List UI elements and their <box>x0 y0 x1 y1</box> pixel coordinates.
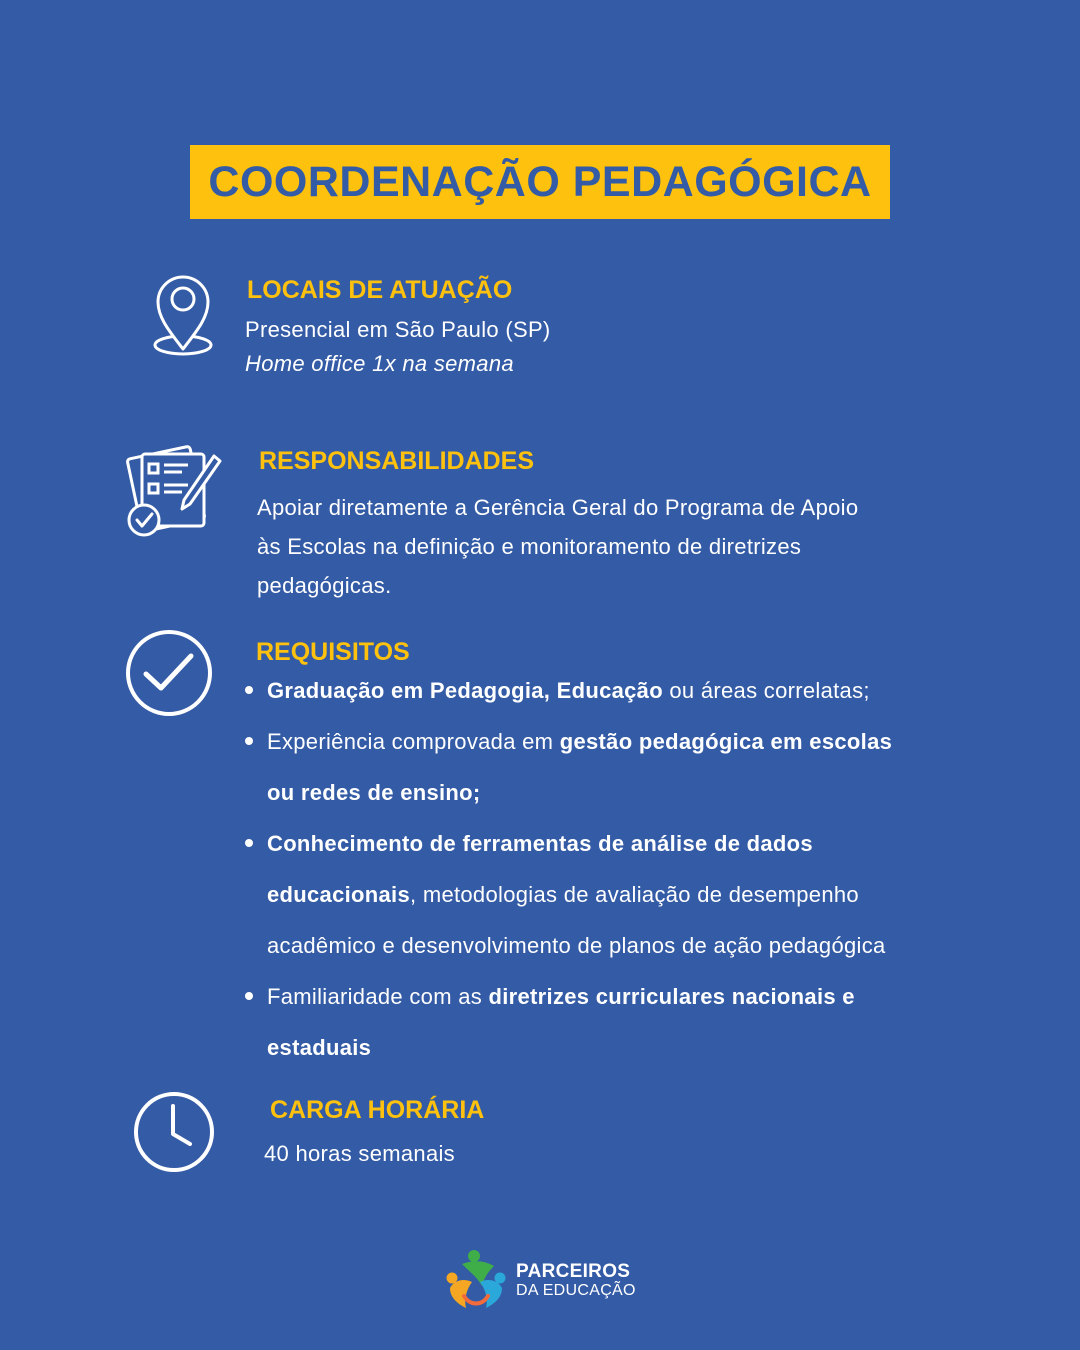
carga-text: 40 horas semanais <box>264 1141 455 1166</box>
map-pin-icon <box>150 272 216 360</box>
responsabilidades-line: Apoiar diretamente a Gerência Geral do Programa de Apoio <box>257 495 859 520</box>
requisito-text: Graduação em Pedagogia, Educação <box>267 678 663 703</box>
responsabilidades-line: pedagógicas. <box>257 573 392 598</box>
parceiros-logo-icon <box>444 1248 508 1314</box>
requisito-text: ou redes de ensino; <box>267 780 481 805</box>
title-banner <box>190 145 890 219</box>
bullet-icon <box>245 839 253 847</box>
requisito-text: educacionais <box>267 882 410 907</box>
responsabilidades-heading: RESPONSABILIDADES <box>259 447 535 475</box>
locais-line-2: Home office 1x na semana <box>245 351 514 376</box>
requisito-text: Conhecimento de ferramentas de análise de dados <box>267 831 813 856</box>
requisito-text: estaduais <box>267 1035 372 1060</box>
checklist-icon <box>122 440 226 544</box>
bullet-icon <box>245 737 253 745</box>
requisito-text: acadêmico e desenvolvimento de planos de ação pedagógica <box>267 933 886 958</box>
bullet-icon <box>245 686 253 694</box>
requisito-line <box>245 716 1005 767</box>
locais-line-1: Presencial em São Paulo (SP) <box>245 317 551 342</box>
locais-heading: LOCAIS DE ATUAÇÃO <box>247 276 513 304</box>
requisito-text: ou áreas correlatas; <box>662 678 870 703</box>
requisito-text: Experiência comprovada em <box>267 729 560 754</box>
logo-line-2: DA EDUCAÇÃO <box>516 1282 636 1299</box>
requisitos-list <box>245 665 1005 1073</box>
requisito-line <box>245 665 1005 716</box>
requisito-line <box>245 1022 1005 1073</box>
logo-text <box>516 1262 636 1300</box>
responsabilidades-text <box>257 488 957 605</box>
requisito-text: gestão pedagógica em escolas <box>559 729 893 754</box>
responsabilidades-line: às Escolas na definição e monitoramento de diretrizes <box>257 534 802 559</box>
requisito-line <box>245 818 1005 869</box>
bullet-icon <box>245 992 253 1000</box>
requisitos-heading: REQUISITOS <box>256 638 410 666</box>
requisito-text: , metodologias de avaliação de desempenho <box>410 882 859 907</box>
requisito-text: diretrizes curriculares nacionais e <box>488 984 855 1009</box>
clock-icon <box>132 1090 216 1174</box>
check-circle-icon <box>124 628 214 718</box>
requisito-line <box>245 869 1005 920</box>
page-title: COORDENAÇÃO PEDAGÓGICA <box>208 157 872 206</box>
logo-line-1: PARCEIROS <box>516 1261 631 1282</box>
requisito-line <box>245 971 1005 1022</box>
carga-heading: CARGA HORÁRIA <box>270 1096 485 1124</box>
requisito-text: Familiaridade com as <box>267 984 489 1009</box>
requisito-line <box>245 920 1005 971</box>
requisito-line <box>245 767 1005 818</box>
